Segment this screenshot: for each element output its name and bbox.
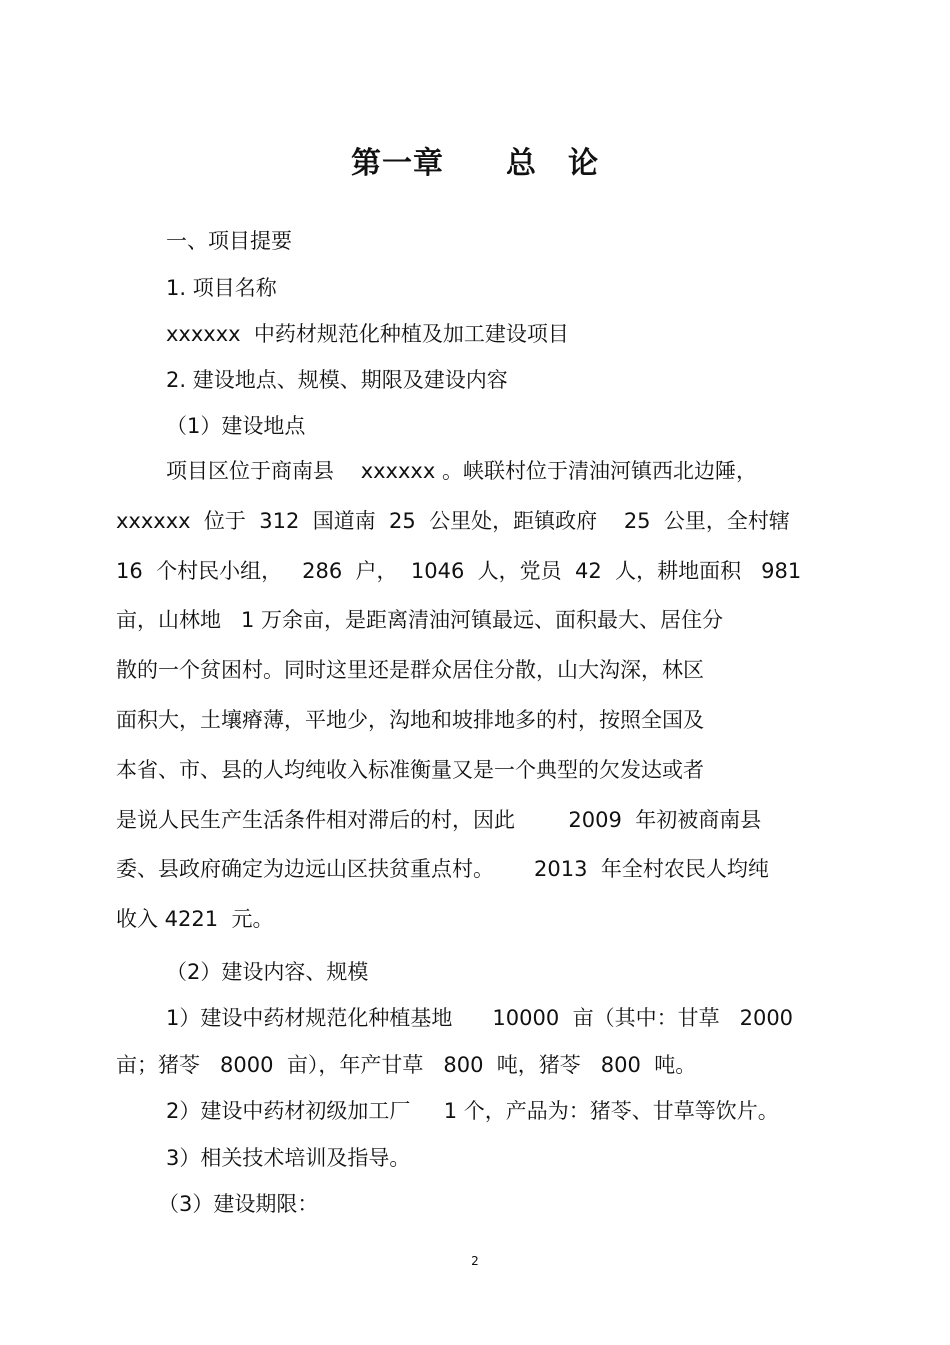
paragraph-line: 1）建设中药材规范化种植基地 10000 亩（其中：甘草 2000 — [166, 1006, 794, 1030]
paragraph-line: xxxxxx 位于 312 国道南 25 公里处，距镇政府 25 公里，全村辖 — [116, 509, 790, 533]
paragraph-line: 面积大，土壤瘠薄，平地少，沟地和坡排地多的村，按照全国及 — [116, 708, 704, 732]
paragraph-line: 是说人民生产生活条件相对滞后的村，因此 2009 年初被商南县 — [116, 808, 762, 832]
paragraph-line: 亩；猪苓 8000 亩），年产甘草 800 吨，猪苓 800 吨。 — [116, 1053, 697, 1077]
paragraph-line: 项目区位于商南县 xxxxxx 。峡联村位于清油河镇西北边陲， — [166, 459, 757, 483]
chapter-title: 第一章 总 论 — [351, 146, 599, 182]
project-name-text: xxxxxx 中药材规范化种植及加工建设项目 — [166, 322, 569, 346]
section-heading-project-summary: 一、项目提要 — [166, 229, 292, 253]
subheading-construction-site: （1）建设地点 — [166, 414, 306, 438]
paragraph-line: 本省、市、县的人均纯收入标准衡量又是一个典型的欠发达或者 — [116, 758, 704, 782]
paragraph-line: 2）建设中药材初级加工厂 1 个，产品为：猪苓、甘草等饮片。 — [166, 1099, 779, 1123]
page-number: 2 — [471, 1254, 479, 1268]
subheading-content-scale: （2）建设内容、规模 — [166, 960, 369, 984]
paragraph-line: 收入 4221 元。 — [116, 907, 274, 931]
subheading-construction-period: （3）建设期限： — [158, 1192, 319, 1216]
subheading-project-name: 1. 项目名称 — [166, 276, 277, 300]
paragraph-line: 委、县政府确定为边远山区扶贫重点村。 2013 年全村农民人均纯 — [116, 857, 769, 881]
paragraph-line: 16 个村民小组， 286 户， 1046 人，党员 42 人，耕地面积 981 — [116, 559, 802, 583]
paragraph-line: 散的一个贫困村。同时这里还是群众居住分散，山大沟深，林区 — [116, 658, 704, 682]
paragraph-line: 3）相关技术培训及指导。 — [166, 1146, 411, 1170]
paragraph-line: 亩，山林地 1 万余亩，是距离清油河镇最远、面积最大、居住分 — [116, 608, 724, 632]
subheading-location-scale: 2. 建设地点、规模、期限及建设内容 — [166, 368, 508, 392]
